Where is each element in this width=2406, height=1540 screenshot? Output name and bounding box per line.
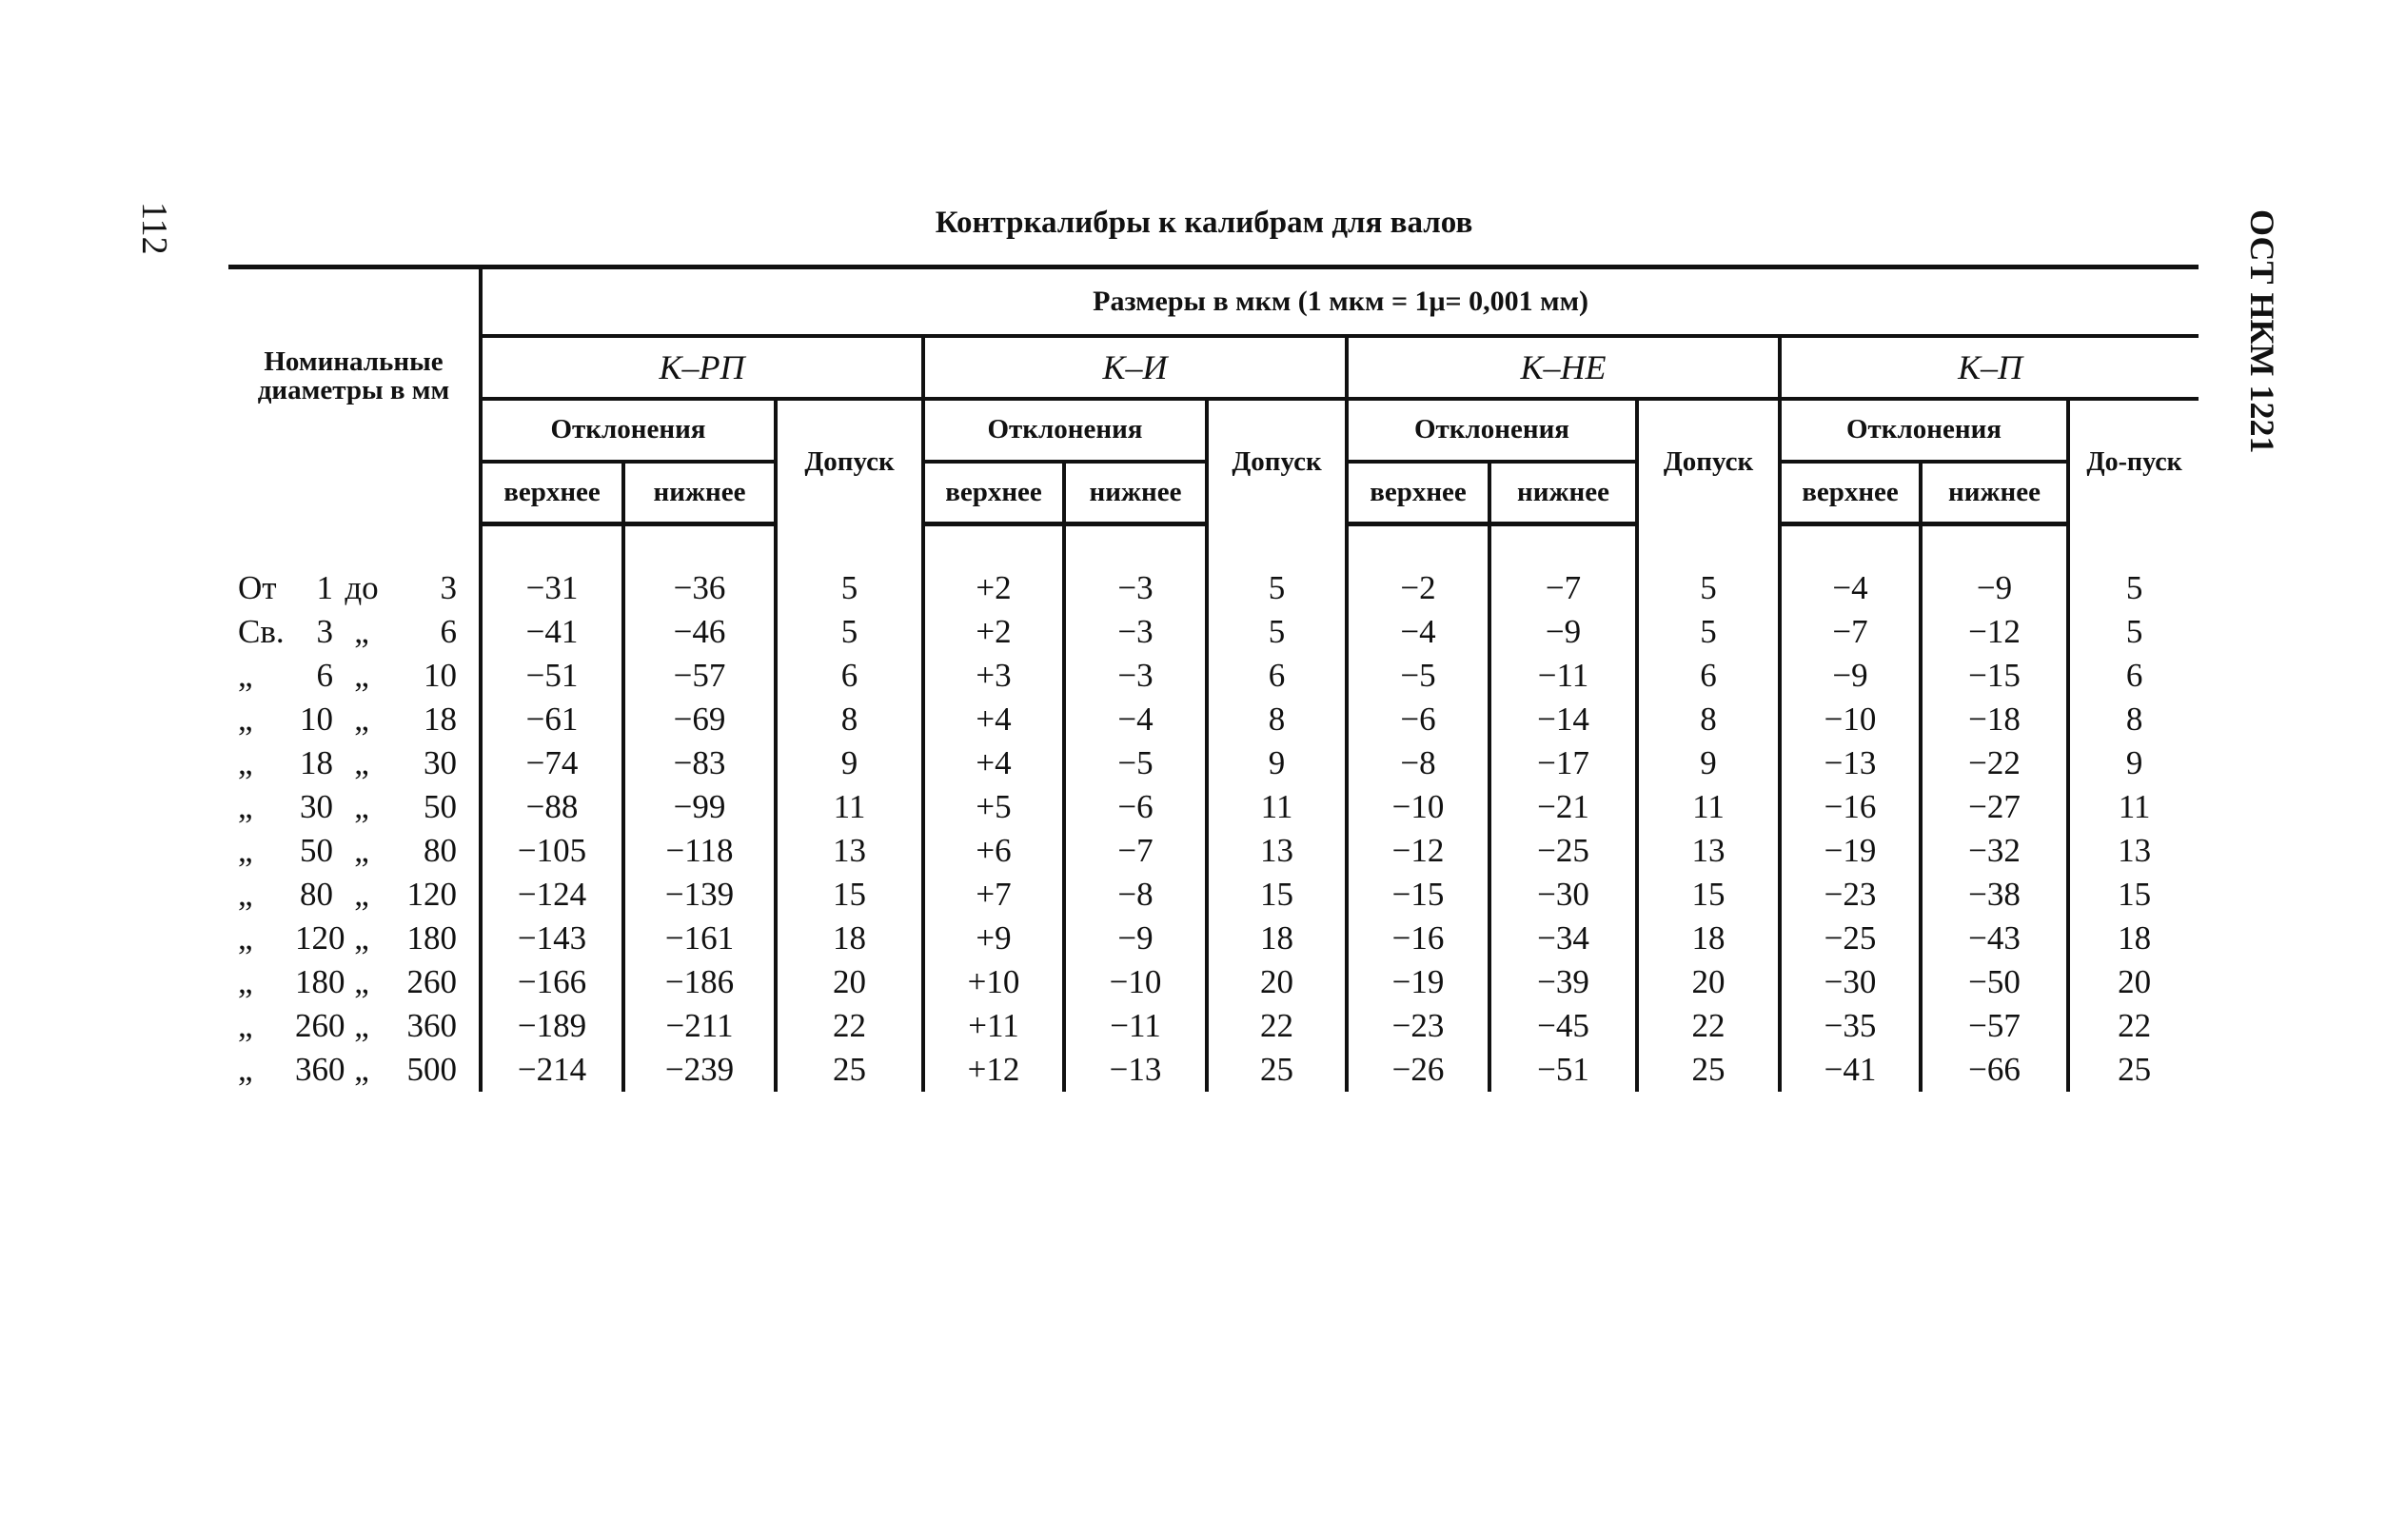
- value-cell: −19: [1780, 829, 1921, 873]
- value-cell: 11: [776, 785, 923, 829]
- value-cell: −8: [1064, 873, 1207, 917]
- value-cell: 20: [1637, 960, 1780, 1004]
- value-cell: −25: [1780, 917, 1921, 960]
- value-cell: 9: [776, 741, 923, 785]
- group-header-k-p: К–П: [1780, 336, 2199, 399]
- value-cell: 13: [776, 829, 923, 873]
- value-cell: −99: [623, 785, 776, 829]
- diameter-range-a: 6: [316, 657, 333, 694]
- lower-header: нижнее: [1064, 462, 1207, 524]
- value-cell: −57: [1921, 1004, 2068, 1048]
- value-cell: −46: [623, 610, 776, 654]
- value-cell: −23: [1347, 1004, 1489, 1048]
- value-cell: −66: [1921, 1048, 2068, 1092]
- gauge-table: [228, 265, 2199, 1092]
- deviations-header: Отклонения: [923, 399, 1207, 462]
- diameter-range-mid: „: [354, 657, 369, 694]
- value-cell: 6: [776, 654, 923, 698]
- value-cell: 5: [1207, 566, 1347, 610]
- table-row: [228, 829, 2199, 873]
- value-cell: −10: [1780, 698, 1921, 741]
- diameter-range-mid: „: [354, 1051, 369, 1088]
- value-cell: −51: [481, 654, 623, 698]
- group-header-k-rp: К–РП: [481, 336, 923, 399]
- diameter-range-pre: „: [238, 744, 253, 781]
- table-row: [228, 917, 2199, 960]
- upper-header: верхнее: [923, 462, 1064, 524]
- diameter-range-b: 18: [424, 701, 457, 738]
- value-cell: −22: [1921, 741, 2068, 785]
- diameter-range-a: 180: [295, 963, 345, 1000]
- value-cell: −17: [1489, 741, 1637, 785]
- diameter-range-mid: „: [354, 876, 369, 913]
- diameter-range-pre: „: [238, 657, 253, 694]
- value-cell: −5: [1347, 654, 1489, 698]
- page-number: 112: [134, 202, 174, 255]
- diameter-range-mid: „: [354, 701, 369, 738]
- value-cell: −27: [1921, 785, 2068, 829]
- value-cell: −83: [623, 741, 776, 785]
- value-cell: −19: [1347, 960, 1489, 1004]
- diameter-range-b: 10: [424, 657, 457, 694]
- value-cell: −38: [1921, 873, 2068, 917]
- group-header-k-ne: К–НЕ: [1347, 336, 1780, 399]
- diameter-range-cell: [228, 698, 481, 741]
- diameter-range-a: 260: [295, 1007, 345, 1044]
- value-cell: 6: [1637, 654, 1780, 698]
- value-cell: −34: [1489, 917, 1637, 960]
- tolerance-header: До-пуск: [2068, 399, 2199, 524]
- value-cell: +4: [923, 741, 1064, 785]
- diameter-range-mid: „: [354, 788, 369, 825]
- table-title: Контркалибры к калибрам для валов: [935, 206, 1473, 240]
- diameter-range-a: 10: [300, 701, 333, 738]
- value-cell: +9: [923, 917, 1064, 960]
- value-cell: 25: [1207, 1048, 1347, 1092]
- table-row: [228, 785, 2199, 829]
- diameter-range-cell: [228, 741, 481, 785]
- value-cell: −10: [1064, 960, 1207, 1004]
- diameter-range-pre: От: [238, 569, 277, 606]
- value-cell: 20: [1207, 960, 1347, 1004]
- diameter-range-b: 260: [406, 963, 457, 1000]
- table-row: [228, 1004, 2199, 1048]
- value-cell: 20: [2068, 960, 2199, 1004]
- value-cell: −161: [623, 917, 776, 960]
- table-row: [228, 610, 2199, 654]
- value-cell: 5: [776, 566, 923, 610]
- value-cell: −15: [1347, 873, 1489, 917]
- table-row: [228, 741, 2199, 785]
- value-cell: 5: [1637, 566, 1780, 610]
- value-cell: −16: [1347, 917, 1489, 960]
- value-cell: −4: [1064, 698, 1207, 741]
- value-cell: −3: [1064, 566, 1207, 610]
- value-cell: 13: [2068, 829, 2199, 873]
- value-cell: 15: [776, 873, 923, 917]
- tolerance-header: Допуск: [1207, 399, 1347, 524]
- value-cell: −211: [623, 1004, 776, 1048]
- diameter-range-cell: [228, 654, 481, 698]
- lower-header: нижнее: [623, 462, 776, 524]
- value-cell: 22: [1637, 1004, 1780, 1048]
- deviations-header: Отклонения: [481, 399, 776, 462]
- value-cell: −88: [481, 785, 623, 829]
- value-cell: 6: [1207, 654, 1347, 698]
- diameter-range-cell: [228, 873, 481, 917]
- diameter-range-b: 500: [406, 1051, 457, 1088]
- value-cell: 22: [2068, 1004, 2199, 1048]
- value-cell: −74: [481, 741, 623, 785]
- diameter-range-b: 180: [406, 919, 457, 957]
- value-cell: −23: [1780, 873, 1921, 917]
- diameter-range-mid: „: [354, 744, 369, 781]
- value-cell: −69: [623, 698, 776, 741]
- diameter-range-cell: [228, 566, 481, 610]
- value-cell: −14: [1489, 698, 1637, 741]
- value-cell: 8: [776, 698, 923, 741]
- value-cell: 8: [1207, 698, 1347, 741]
- value-cell: −41: [1780, 1048, 1921, 1092]
- diameter-range-mid: „: [354, 963, 369, 1000]
- value-cell: −57: [623, 654, 776, 698]
- upper-header: верхнее: [1780, 462, 1921, 524]
- value-cell: 20: [776, 960, 923, 1004]
- group-header-k-i: К–И: [923, 336, 1347, 399]
- value-cell: −4: [1780, 566, 1921, 610]
- value-cell: −4: [1347, 610, 1489, 654]
- value-cell: −3: [1064, 654, 1207, 698]
- value-cell: 18: [776, 917, 923, 960]
- units-header: Размеры в мкм (1 мкм = 1μ= 0,001 мм): [481, 267, 2199, 336]
- diameter-range-pre: „: [238, 832, 253, 869]
- value-cell: +6: [923, 829, 1064, 873]
- diameter-range-cell: [228, 1048, 481, 1092]
- table-row: [228, 654, 2199, 698]
- diameter-range-cell: [228, 829, 481, 873]
- value-cell: 8: [1637, 698, 1780, 741]
- diameter-range-pre: Св.: [238, 613, 285, 650]
- diameter-range-b: 120: [406, 876, 457, 913]
- diameter-range-pre: „: [238, 876, 253, 913]
- value-cell: −32: [1921, 829, 2068, 873]
- value-cell: 9: [2068, 741, 2199, 785]
- value-cell: −9: [1489, 610, 1637, 654]
- value-cell: +2: [923, 610, 1064, 654]
- diameter-range-pre: „: [238, 919, 253, 957]
- table-row: [228, 698, 2199, 741]
- value-cell: −12: [1347, 829, 1489, 873]
- value-cell: −45: [1489, 1004, 1637, 1048]
- value-cell: −118: [623, 829, 776, 873]
- spacer-row: [228, 524, 2199, 567]
- diameter-range-b: 3: [440, 569, 457, 606]
- value-cell: −31: [481, 566, 623, 610]
- value-cell: −51: [1489, 1048, 1637, 1092]
- value-cell: −6: [1064, 785, 1207, 829]
- value-cell: +10: [923, 960, 1064, 1004]
- lower-header: нижнее: [1921, 462, 2068, 524]
- diameter-range-b: 6: [440, 613, 457, 650]
- value-cell: −26: [1347, 1048, 1489, 1092]
- diameter-range-b: 30: [424, 744, 457, 781]
- value-cell: 25: [776, 1048, 923, 1092]
- table-row: [228, 873, 2199, 917]
- nominal-diameter-header: Номинальные диаметры в мм: [228, 267, 481, 524]
- diameter-range-pre: „: [238, 1051, 253, 1088]
- tolerance-header: Допуск: [1637, 399, 1780, 524]
- value-cell: +4: [923, 698, 1064, 741]
- value-cell: −25: [1489, 829, 1637, 873]
- value-cell: −189: [481, 1004, 623, 1048]
- diameter-range-a: 18: [300, 744, 333, 781]
- value-cell: +3: [923, 654, 1064, 698]
- value-cell: +2: [923, 566, 1064, 610]
- value-cell: 22: [1207, 1004, 1347, 1048]
- value-cell: −16: [1780, 785, 1921, 829]
- value-cell: 6: [2068, 654, 2199, 698]
- value-cell: 15: [1207, 873, 1347, 917]
- upper-header: верхнее: [481, 462, 623, 524]
- diameter-range-b: 50: [424, 788, 457, 825]
- value-cell: +7: [923, 873, 1064, 917]
- diameter-range-pre: „: [238, 701, 253, 738]
- diameter-range-a: 360: [295, 1051, 345, 1088]
- upper-header: верхнее: [1347, 462, 1489, 524]
- value-cell: −36: [623, 566, 776, 610]
- value-cell: 25: [2068, 1048, 2199, 1092]
- value-cell: 15: [1637, 873, 1780, 917]
- value-cell: 18: [2068, 917, 2199, 960]
- value-cell: 13: [1637, 829, 1780, 873]
- value-cell: −6: [1347, 698, 1489, 741]
- value-cell: 5: [2068, 610, 2199, 654]
- value-cell: +5: [923, 785, 1064, 829]
- value-cell: −239: [623, 1048, 776, 1092]
- value-cell: −7: [1489, 566, 1637, 610]
- diameter-range-pre: „: [238, 788, 253, 825]
- value-cell: −9: [1064, 917, 1207, 960]
- value-cell: −41: [481, 610, 623, 654]
- value-cell: −7: [1064, 829, 1207, 873]
- deviations-header: Отклонения: [1780, 399, 2068, 462]
- value-cell: −166: [481, 960, 623, 1004]
- value-cell: +12: [923, 1048, 1064, 1092]
- table-row: [228, 960, 2199, 1004]
- value-cell: −30: [1780, 960, 1921, 1004]
- diameter-range-pre: „: [238, 1007, 253, 1044]
- lower-header: нижнее: [1489, 462, 1637, 524]
- value-cell: 22: [776, 1004, 923, 1048]
- diameter-range-a: 50: [300, 832, 333, 869]
- diameter-range-pre: „: [238, 963, 253, 1000]
- diameter-range-cell: [228, 1004, 481, 1048]
- value-cell: 11: [1637, 785, 1780, 829]
- value-cell: −2: [1347, 566, 1489, 610]
- value-cell: −18: [1921, 698, 2068, 741]
- table-row: [228, 566, 2199, 610]
- value-cell: −3: [1064, 610, 1207, 654]
- value-cell: −39: [1489, 960, 1637, 1004]
- value-cell: −105: [481, 829, 623, 873]
- diameter-range-cell: [228, 917, 481, 960]
- value-cell: +11: [923, 1004, 1064, 1048]
- value-cell: 11: [1207, 785, 1347, 829]
- value-cell: −12: [1921, 610, 2068, 654]
- value-cell: 11: [2068, 785, 2199, 829]
- value-cell: −61: [481, 698, 623, 741]
- value-cell: 25: [1637, 1048, 1780, 1092]
- diameter-range-mid: до: [345, 569, 379, 606]
- tolerance-header: Допуск: [776, 399, 923, 524]
- value-cell: 13: [1207, 829, 1347, 873]
- diameter-range-mid: „: [354, 1007, 369, 1044]
- diameter-range-a: 1: [316, 569, 333, 606]
- value-cell: −9: [1921, 566, 2068, 610]
- value-cell: −7: [1780, 610, 1921, 654]
- diameter-range-mid: „: [354, 832, 369, 869]
- value-cell: −21: [1489, 785, 1637, 829]
- value-cell: −35: [1780, 1004, 1921, 1048]
- value-cell: −10: [1347, 785, 1489, 829]
- value-cell: −139: [623, 873, 776, 917]
- value-cell: 18: [1637, 917, 1780, 960]
- table-header: [228, 267, 2199, 524]
- value-cell: −124: [481, 873, 623, 917]
- diameter-range-a: 80: [300, 876, 333, 913]
- diameter-range-b: 80: [424, 832, 457, 869]
- table-row: [228, 1048, 2199, 1092]
- value-cell: −214: [481, 1048, 623, 1092]
- value-cell: 5: [1207, 610, 1347, 654]
- value-cell: 5: [1637, 610, 1780, 654]
- diameter-range-a: 120: [295, 919, 345, 957]
- deviations-header: Отклонения: [1347, 399, 1637, 462]
- value-cell: −50: [1921, 960, 2068, 1004]
- table-body: [228, 524, 2199, 1093]
- value-cell: −8: [1347, 741, 1489, 785]
- document-code: ОСТ НКМ 1221: [2243, 209, 2281, 454]
- value-cell: −30: [1489, 873, 1637, 917]
- value-cell: −5: [1064, 741, 1207, 785]
- diameter-range-mid: „: [354, 613, 369, 650]
- value-cell: −11: [1064, 1004, 1207, 1048]
- value-cell: −13: [1064, 1048, 1207, 1092]
- diameter-range-cell: [228, 785, 481, 829]
- value-cell: −43: [1921, 917, 2068, 960]
- value-cell: −13: [1780, 741, 1921, 785]
- value-cell: −9: [1780, 654, 1921, 698]
- diameter-range-cell: [228, 610, 481, 654]
- value-cell: −11: [1489, 654, 1637, 698]
- value-cell: −143: [481, 917, 623, 960]
- value-cell: 5: [776, 610, 923, 654]
- value-cell: 8: [2068, 698, 2199, 741]
- value-cell: −186: [623, 960, 776, 1004]
- value-cell: 5: [2068, 566, 2199, 610]
- value-cell: −15: [1921, 654, 2068, 698]
- diameter-range-b: 360: [406, 1007, 457, 1044]
- diameter-range-cell: [228, 960, 481, 1004]
- value-cell: 9: [1207, 741, 1347, 785]
- value-cell: 18: [1207, 917, 1347, 960]
- diameter-range-a: 3: [316, 613, 333, 650]
- diameter-range-a: 30: [300, 788, 333, 825]
- diameter-range-mid: „: [354, 919, 369, 957]
- value-cell: 15: [2068, 873, 2199, 917]
- value-cell: 9: [1637, 741, 1780, 785]
